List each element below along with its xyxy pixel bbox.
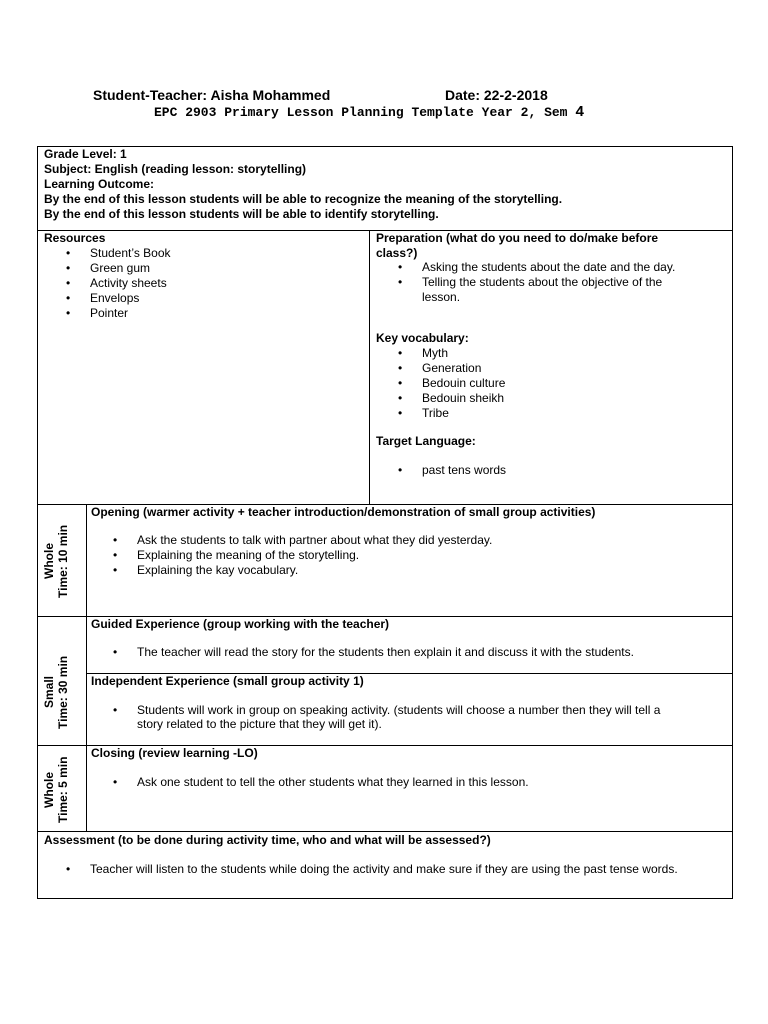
assessment-section xyxy=(37,831,733,899)
closing-section xyxy=(86,745,733,832)
target-language-title: Target Language: xyxy=(376,434,476,448)
resource-item: • Student’s Book xyxy=(90,246,171,261)
learning-outcome-label: Learning Outcome: xyxy=(44,177,155,191)
vocabulary-item: • Generation xyxy=(422,361,505,376)
opening-side-cell xyxy=(37,504,87,617)
template-title xyxy=(154,104,584,121)
target-language-list xyxy=(422,463,506,478)
closing-item: • Ask one student to tell the other students what they learned in this lesson. xyxy=(137,775,529,790)
overview-section xyxy=(37,146,733,231)
key-vocabulary-list xyxy=(422,346,505,421)
closing-group: Whole xyxy=(42,772,56,808)
opening-side-label xyxy=(42,521,70,601)
independent-list xyxy=(137,703,660,718)
preparation-list xyxy=(422,260,675,290)
target-language-item: • past tens words xyxy=(422,463,506,478)
learning-outcome-1: By the end of this lesson students will be able to recognize the meaning of the storytelling. xyxy=(44,192,563,206)
small-group-time: Time: 30 min xyxy=(56,655,70,729)
independent-item: • Students will work in group on speaking activity. (students will choose a number then they will tell a xyxy=(137,703,660,718)
resources-list xyxy=(90,246,171,321)
opening-list xyxy=(137,533,492,578)
opening-group: Whole xyxy=(42,543,56,579)
preparation-item: • Asking the students about the date and the day. xyxy=(422,260,675,275)
assessment-list xyxy=(90,862,678,877)
vocabulary-item: • Tribe xyxy=(422,406,505,421)
key-vocabulary-title: Key vocabulary: xyxy=(376,331,469,345)
closing-side-label xyxy=(42,754,70,826)
resource-item: • Green gum xyxy=(90,261,171,276)
preparation-title-cont: class?) xyxy=(376,246,418,260)
assessment-item: • Teacher will listen to the students while doing the activity and make sure if they are using the past tense words. xyxy=(90,862,678,877)
guided-item: • The teacher will read the story for the students then explain it and discuss it with the students. xyxy=(137,645,634,660)
independent-item-cont: story related to the picture that they will get it). xyxy=(137,717,382,731)
small-group-side-cell xyxy=(37,616,87,746)
preparation-item-cont: lesson. xyxy=(422,290,461,304)
vocabulary-item: • Bedouin culture xyxy=(422,376,505,391)
opening-title: Opening (warmer activity + teacher introduction/demonstration of small group activities) xyxy=(91,505,596,519)
assessment-title: Assessment (to be done during activity time, who and what will be assessed?) xyxy=(44,833,491,847)
guided-title: Guided Experience (group working with the teacher) xyxy=(91,617,390,631)
resource-item: • Pointer xyxy=(90,306,171,321)
lesson-date: Date: 22-2-2018 xyxy=(445,87,548,103)
preparation-title: Preparation (what do you need to do/make before xyxy=(376,231,659,245)
vocabulary-item: • Myth xyxy=(422,346,505,361)
opening-item: • Explaining the kay vocabulary. xyxy=(137,563,492,578)
opening-item: • Explaining the meaning of the storytelling. xyxy=(137,548,492,563)
opening-time: Time: 10 min xyxy=(56,524,70,598)
resources-title: Resources xyxy=(44,231,106,245)
preparation-section xyxy=(369,230,733,505)
independent-experience-section xyxy=(86,673,733,746)
template-sem: 4 xyxy=(575,104,585,121)
closing-title: Closing (review learning -LO) xyxy=(91,746,258,760)
opening-section xyxy=(86,504,733,617)
learning-outcome-2: By the end of this lesson students will be able to identify storytelling. xyxy=(44,207,439,221)
grade-level: Grade Level: 1 xyxy=(44,147,127,161)
resources-section xyxy=(37,230,370,505)
resource-item: • Envelops xyxy=(90,291,171,306)
closing-time: Time: 5 min xyxy=(56,756,70,824)
small-group-side-label xyxy=(42,645,70,739)
resource-item: • Activity sheets xyxy=(90,276,171,291)
guided-experience-section xyxy=(86,616,733,674)
opening-item: • Ask the students to talk with partner about what they did yesterday. xyxy=(137,533,492,548)
template-title-text: EPC 2903 Primary Lesson Planning Template Year 2, Sem xyxy=(154,105,568,120)
subject: Subject: English (reading lesson: storytelling) xyxy=(44,162,307,176)
closing-side-cell xyxy=(37,745,87,832)
closing-list xyxy=(137,775,529,790)
vocabulary-item: • Bedouin sheikh xyxy=(422,391,505,406)
preparation-item: • Telling the students about the objective of the xyxy=(422,275,675,290)
small-group-group: Small xyxy=(42,676,56,709)
student-teacher-name: Student-Teacher: Aisha Mohammed xyxy=(93,87,331,103)
guided-list xyxy=(137,645,634,660)
independent-title: Independent Experience (small group activity 1) xyxy=(91,674,364,688)
